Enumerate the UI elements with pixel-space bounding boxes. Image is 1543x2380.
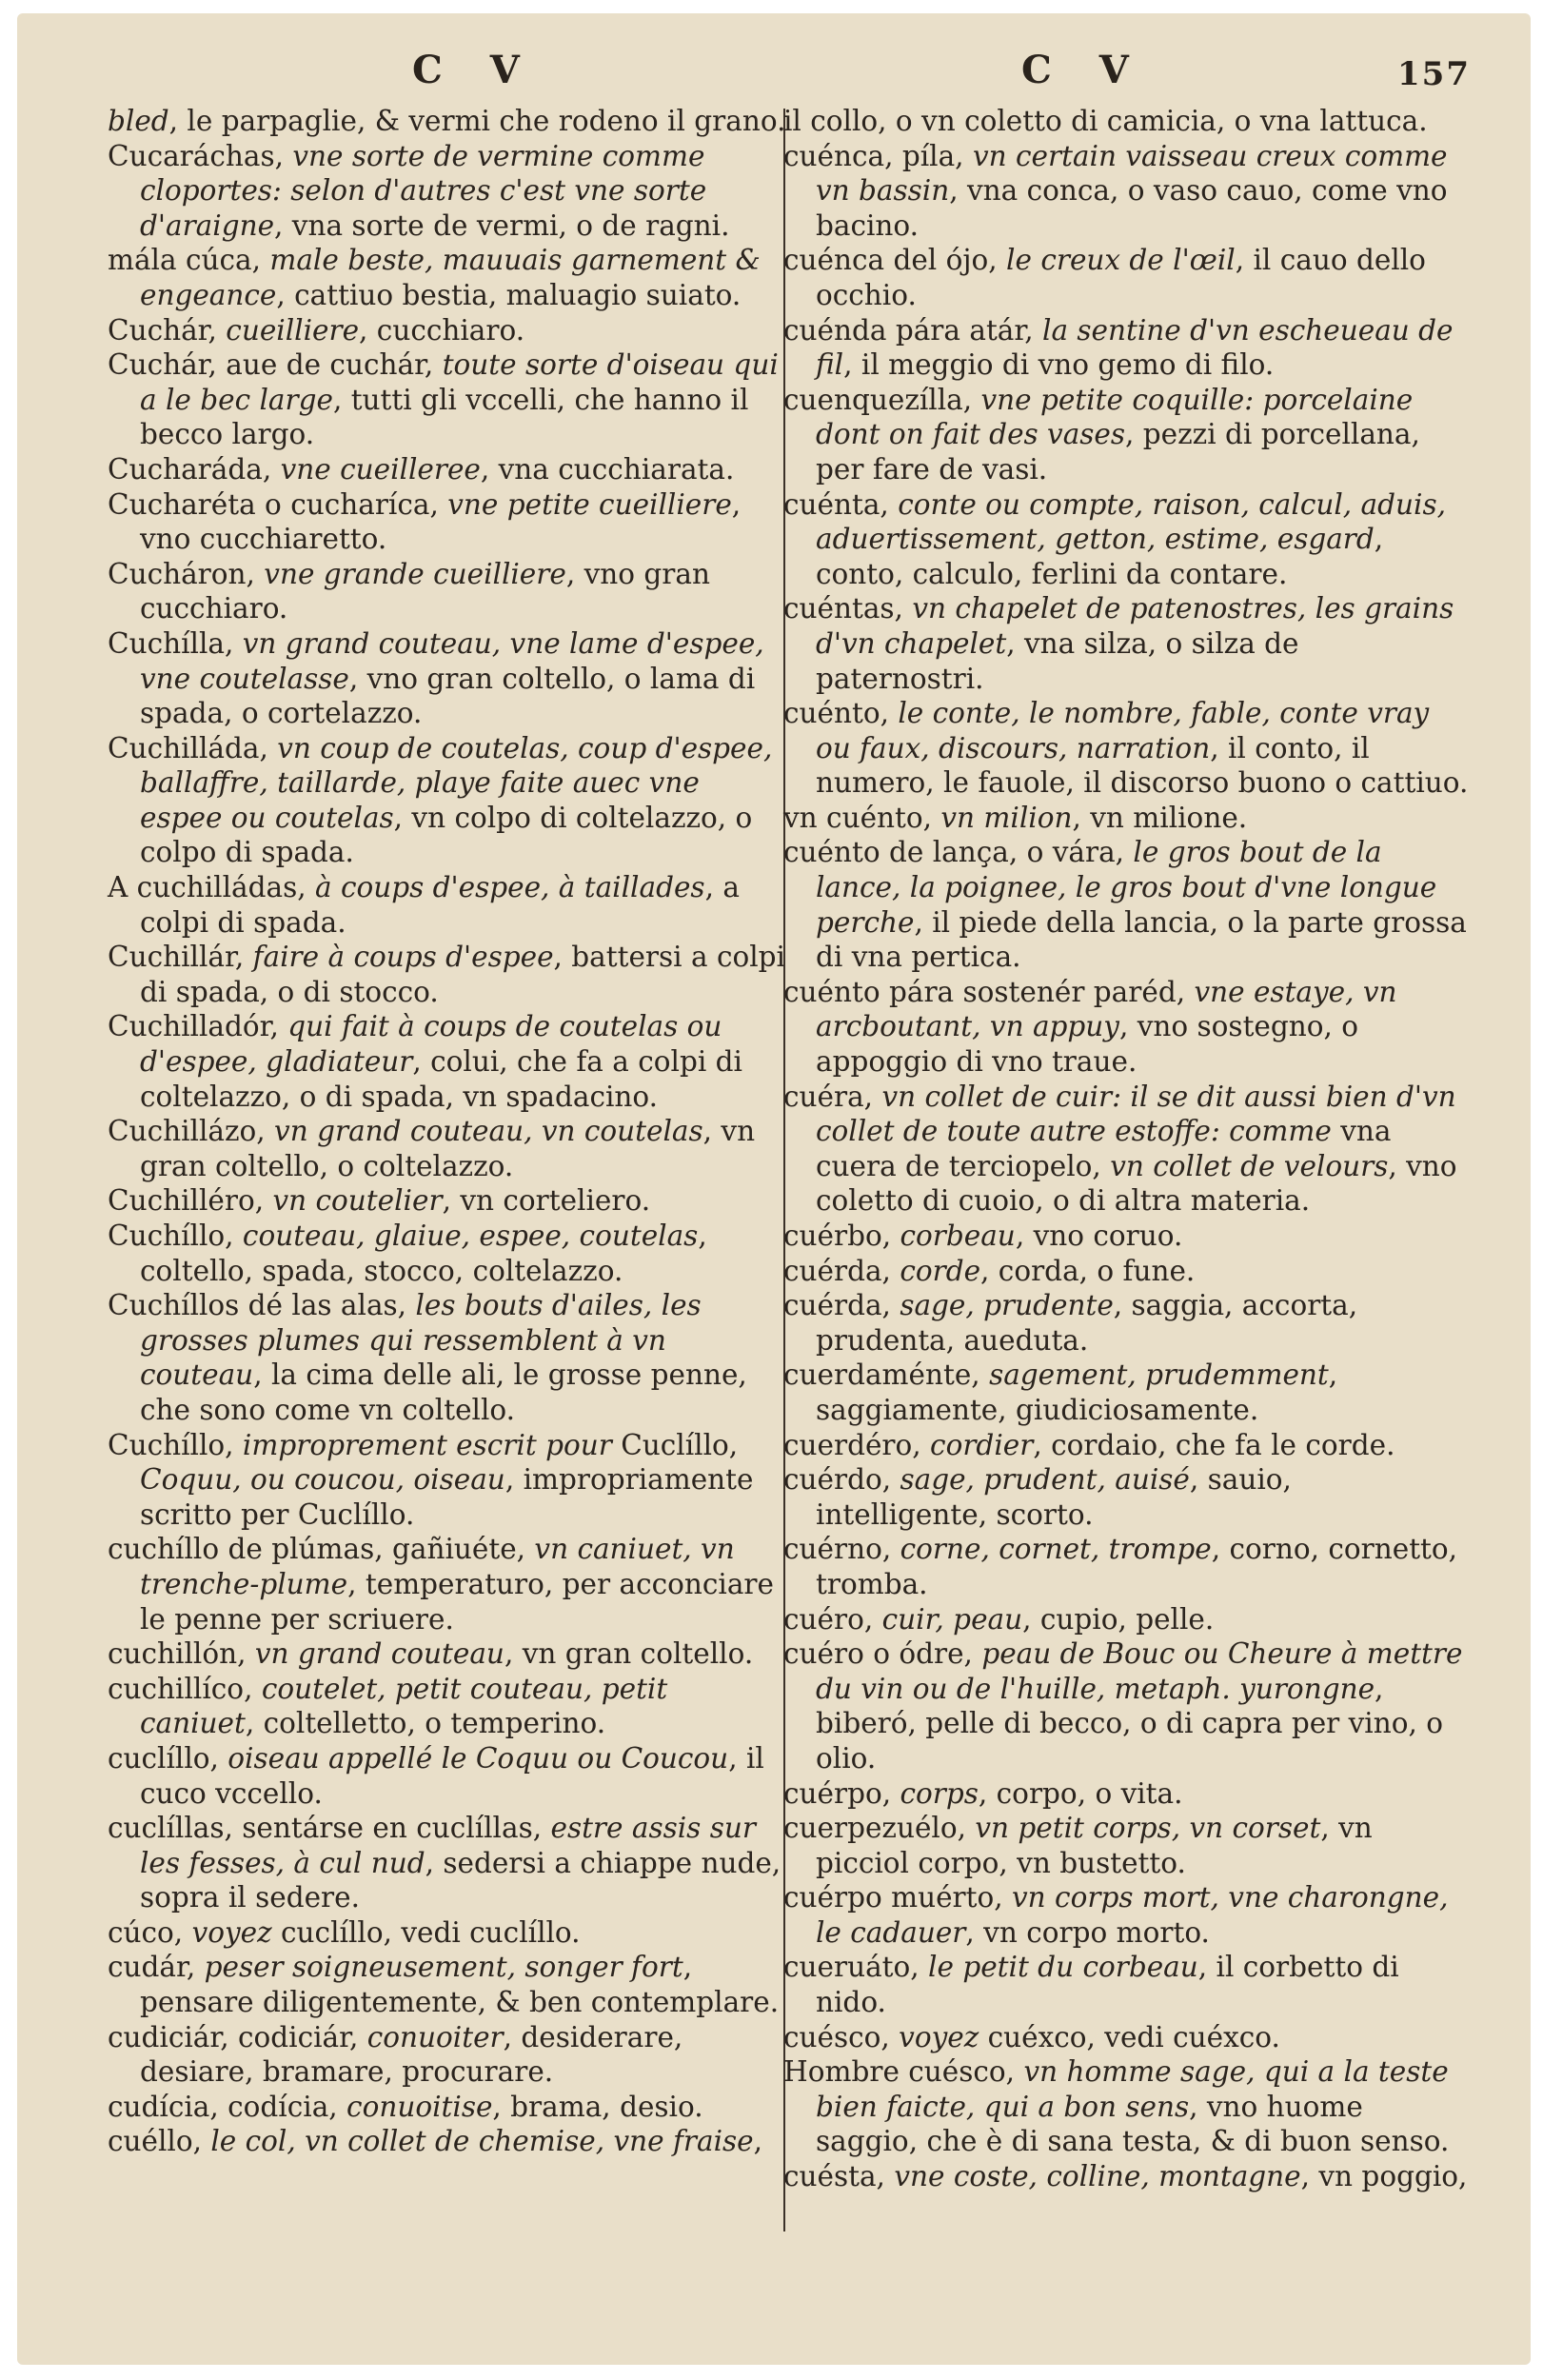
entry-gloss-italic: toute sorte d'oiseau qui a le bec large (140, 348, 779, 416)
entry-text: cuénta, (783, 487, 899, 521)
entry-text: , vno coletto di cuoio, o di altra materia. (816, 1149, 1457, 1218)
entry-text: , vno cucchiaretto. (140, 487, 742, 556)
entry-gloss-italic: conte ou compte, raison, calcul, aduis, aduertissement, getton, estime, esgard (816, 487, 1446, 556)
entry-gloss-italic: le conte, le nombre, fable, conte vray ou faux, discours, narration (816, 697, 1430, 764)
entry-text: Cuchár, (108, 313, 227, 347)
entry-text: Cuchillázo, (108, 1115, 275, 1148)
entry-text: Hombre cuésco, (783, 2055, 1024, 2089)
entry-gloss-italic: vn petit corps, vn corset (975, 1812, 1321, 1845)
dictionary-entry (783, 313, 1469, 383)
entry-text: , sedersi a chiappe nude, sopra il sedere. (140, 1846, 781, 1914)
entry-gloss-italic: vne petite cueilliere (447, 487, 732, 521)
entry-text: , le parpaglie, & vermi che rodeno il grano. (168, 105, 786, 137)
entry-text: cuérda, (783, 1289, 900, 1322)
entry-gloss-italic: vn collet de velours (1110, 1149, 1389, 1182)
entry-gloss-italic: peau de Bouc ou Cheure à mettre du vin ou de l'huille, metaph. yurongne (816, 1637, 1463, 1705)
entry-gloss-italic: corps (900, 1776, 979, 1810)
entry-text: , vn gran coltello. (504, 1637, 754, 1671)
entry-text: vna cuera de terciopelo, (816, 1115, 1392, 1182)
entry-text: mála cúca, (108, 244, 270, 277)
entry-text: cudícia, codícia, (108, 2090, 347, 2123)
dictionary-entry (108, 1009, 788, 1114)
dictionary-entry (783, 1462, 1469, 1532)
left-running-head: C V (412, 48, 537, 92)
entry-text: , (753, 2125, 762, 2158)
dictionary-entry (108, 452, 788, 487)
entry-gloss-italic: vn certain vaisseau creux comme vn bassin (816, 139, 1448, 208)
entry-text: cuclíllo, (108, 1741, 228, 1775)
left-column (108, 104, 788, 2159)
dictionary-entry (108, 347, 788, 452)
entry-gloss-italic: voyez (899, 2020, 979, 2053)
dictionary-entry (108, 1915, 788, 1951)
entry-text: Cuchíllos dé las alas, (108, 1289, 416, 1322)
dictionary-entry (108, 870, 788, 940)
entry-text: , cupio, pelle. (1022, 1602, 1215, 1636)
entry-text: cuérpo muérto, (783, 1881, 1013, 1914)
entry-gloss-italic: vne sorte de vermine comme cloportes: selon d'autres c'est vne sorte d'araigne (140, 139, 707, 242)
entry-gloss-italic: vne petite coquille: porcelaine dont on fait des vases (816, 383, 1414, 451)
entry-text: cuerdéro, (783, 1428, 931, 1461)
entry-text: , vna sorte de vermi, o de ragni. (274, 208, 730, 242)
right-column (783, 104, 1469, 2194)
dictionary-entry (783, 1950, 1469, 2019)
entry-text: , desiderare, desiare, bramare, procurare. (140, 2020, 683, 2089)
entry-text: , il cauo dello occhio. (816, 244, 1426, 311)
dictionary-entry (108, 1288, 788, 1427)
entry-text: cudiciár, codiciár, (108, 2020, 367, 2053)
entry-text: , impropriamente scritto per Cuclíllo. (140, 1463, 754, 1531)
entry-gloss-italic: corne, cornet, trompe (900, 1533, 1212, 1566)
entry-text: , tutti gli vccelli, che hanno il becco largo. (140, 383, 749, 451)
entry-text: cuéro o ódre, (783, 1637, 982, 1671)
entry-gloss-italic: corde (900, 1254, 981, 1287)
entry-text: cuénto pára sostenér paréd, (783, 975, 1195, 1008)
dictionary-entry (783, 1636, 1469, 1775)
entry-text: , vno coruo. (1015, 1220, 1183, 1252)
right-running-head: C V (1021, 48, 1146, 92)
dictionary-entry (783, 2159, 1469, 2194)
entry-text: , pensare diligentemente, & ben contemplare. (140, 1951, 780, 2019)
entry-text: , corpo, o vita. (978, 1776, 1183, 1810)
entry-text: , corda, o fune. (980, 1254, 1196, 1287)
entry-gloss-italic: estre assis sur les fesses, à cul nud (140, 1812, 756, 1879)
dictionary-entry (108, 557, 788, 626)
dictionary-entry (783, 2054, 1469, 2159)
entry-gloss-italic: sage, prudente (900, 1289, 1114, 1322)
entry-gloss-italic: vn grand couteau, vne lame d'espee, vne coutelasse (140, 626, 764, 695)
entry-gloss-italic: vn grand couteau (254, 1637, 504, 1671)
entry-text: cudár, (108, 1951, 205, 1984)
entry-text: Cucháron, (108, 557, 265, 590)
entry-text: , il corbetto di nido. (816, 1951, 1399, 2019)
entry-text: cuchíllo de plúmas, gañiuéte, (108, 1533, 535, 1566)
entry-text: cuésta, (783, 2160, 895, 2193)
dictionary-entry (783, 1219, 1469, 1254)
entry-text: Cuchílla, (108, 626, 243, 660)
entry-gloss-italic: vne cueilleree (280, 452, 481, 486)
entry-gloss-italic: sagement, prudemment (989, 1359, 1329, 1392)
entry-text: Cuchíllo, (108, 1428, 243, 1461)
dictionary-entry (783, 801, 1469, 836)
entry-gloss-italic: vne grande cueilliere (264, 557, 566, 590)
dictionary-entry (108, 1532, 788, 1636)
entry-gloss-italic: vn milion (940, 801, 1073, 834)
entry-gloss-italic: le creux de l'œil (1006, 244, 1236, 277)
dictionary-entry (108, 1636, 788, 1672)
dictionary-entry (783, 1880, 1469, 1950)
entry-gloss-italic: vn coutelier (272, 1184, 443, 1218)
dictionary-entry (783, 383, 1469, 487)
entry-text: , vno sostegno, o appoggio di vno traue. (816, 1010, 1359, 1079)
entry-text: cuerdaménte, (783, 1359, 990, 1392)
dictionary-entry (108, 1950, 788, 2019)
entry-text: , vno huome saggio, che è di sana testa, & di buon senso. (816, 2090, 1450, 2158)
entry-text: , vno gran cucchiaro. (140, 557, 710, 625)
dictionary-entry (783, 835, 1469, 974)
entry-text: , cordaio, che fa le corde. (1033, 1428, 1395, 1461)
dictionary-entry (108, 2124, 788, 2159)
dictionary-entry (783, 975, 1469, 1080)
entry-text: , il piede della lancia, o la parte grossa di vna pertica. (816, 905, 1467, 974)
entry-text: Cuclíllo, (611, 1428, 739, 1461)
dictionary-entry (108, 2090, 788, 2125)
entry-text: cuéra, (783, 1080, 882, 1113)
entry-text: , conto, calculo, ferlini da contare. (816, 523, 1384, 590)
entry-gloss-italic: qui fait à coups de coutelas ou d'espee, gladiateur (140, 1010, 722, 1079)
entry-text: cuéxco, vedi cuéxco. (979, 2020, 1280, 2053)
entry-text: , temperaturo, per acconciare le penne per scriuere. (140, 1567, 774, 1636)
entry-text: cuerpezuélo, (783, 1812, 976, 1845)
dictionary-entry (108, 1114, 788, 1183)
entry-gloss-italic: coutelet, petit couteau, petit caniuet (140, 1672, 668, 1740)
dictionary-entry (783, 104, 1469, 139)
entry-text: Cuchilladór, (108, 1010, 288, 1043)
entry-text: cuérpo, (783, 1776, 900, 1810)
dictionary-entry (783, 2020, 1469, 2055)
entry-text: , colui, che fa a colpi di coltelazzo, o di spada, vn spadacino. (140, 1045, 742, 1113)
entry-gloss-italic: vn homme sage, qui a la teste bien faicte, qui a bon sens (816, 2055, 1449, 2123)
entry-gloss-italic: voyez (191, 1915, 272, 1949)
entry-text: cuérno, (783, 1533, 900, 1566)
entry-text: cuenquezílla, (783, 383, 981, 416)
entry-text: , cucchiaro. (359, 313, 525, 347)
entry-gloss-italic: vne coste, colline, montagne (894, 2160, 1301, 2193)
entry-text: cuclíllas, sentárse en cuclíllas, (108, 1812, 551, 1845)
entry-gloss-italic: corbeau (900, 1220, 1016, 1252)
dictionary-entry (108, 1672, 788, 1741)
entry-text: , vn milione. (1072, 801, 1248, 834)
entry-text: cuénto de lança, o vára, (783, 836, 1134, 869)
entry-text: , battersi a colpi di spada, o di stocco. (140, 941, 785, 1008)
dictionary-entry (108, 1219, 788, 1288)
dictionary-entry (783, 1428, 1469, 1463)
dictionary-page (17, 13, 1531, 2365)
entry-text: Cuchár, aue de cuchár, (108, 348, 443, 382)
dictionary-entry (783, 1080, 1469, 1219)
dictionary-entry (783, 1602, 1469, 1637)
dictionary-entry (783, 696, 1469, 801)
entry-text: cuénca, píla, (783, 139, 973, 172)
entry-text: cuclíllo, vedi cuclíllo. (271, 1915, 581, 1949)
entry-text: , il conto, il numero, le fauole, il discorso buono o cattiuo. (816, 731, 1469, 800)
entry-text: , il cuco vccello. (140, 1741, 764, 1810)
entry-gloss-italic: cueilliere (226, 313, 360, 347)
dictionary-entry (783, 1532, 1469, 1601)
entry-text: Cuchíllo, (108, 1220, 243, 1252)
dictionary-entry (783, 591, 1469, 696)
entry-gloss-italic: conuoiter (366, 2020, 504, 2053)
entry-gloss-italic: vne estaye, vn arcboutant, vn appuy (816, 975, 1397, 1043)
entry-text: cuésco, (783, 2020, 900, 2053)
entry-text: , vn corteliero. (442, 1184, 651, 1218)
entry-gloss-italic: le petit du corbeau (928, 1951, 1198, 1984)
dictionary-entry (108, 1183, 788, 1219)
dictionary-entry (783, 1811, 1469, 1880)
dictionary-entry (108, 243, 788, 312)
entry-gloss-italic: vn chapelet de patenostres, les grains d'vn chapelet (816, 592, 1454, 660)
entry-text: cuérdo, (783, 1463, 900, 1497)
entry-text: , saggiamente, giudiciosamente. (816, 1359, 1338, 1426)
entry-text: cuérbo, (783, 1220, 900, 1252)
entry-text: , vna cucchiarata. (480, 452, 735, 486)
entry-text: , vn gran coltello, o coltelazzo. (140, 1115, 756, 1182)
dictionary-entry (108, 104, 788, 139)
dictionary-entry (108, 626, 788, 731)
entry-gloss-italic: les bouts d'ailes, les grosses plumes qui ressemblent à vn couteau (140, 1289, 702, 1392)
entry-text: , saggia, accorta, prudenta, aueduta. (816, 1289, 1358, 1357)
entry-text: , vn poggio, (1300, 2160, 1468, 2193)
dictionary-entry (108, 940, 788, 1009)
entry-gloss-italic: improprement escrit pour (242, 1428, 612, 1461)
entry-text: , biberó, pelle di becco, o di capra per vino, o olio. (816, 1672, 1444, 1775)
dictionary-entry (783, 1288, 1469, 1358)
entry-text: cueruáto, (783, 1951, 929, 1984)
dictionary-entry (108, 1741, 788, 1811)
dictionary-entry (783, 487, 1469, 592)
entry-text: cúco, (108, 1915, 192, 1949)
dictionary-entry (783, 1776, 1469, 1812)
entry-gloss-italic: cordier (930, 1428, 1034, 1461)
entry-text: , vn corpo morto. (965, 1915, 1210, 1949)
entry-text: Cucharáda, (108, 452, 281, 486)
dictionary-entry (783, 243, 1469, 312)
entry-gloss-italic: vn grand couteau, vn coutelas (274, 1115, 703, 1148)
entry-gloss-italic: faire à coups d'espee (252, 941, 554, 974)
dictionary-entry (108, 313, 788, 348)
entry-text: vn cuénto, (783, 801, 941, 834)
entry-gloss-italic: vn corps mort, vne charongne, le cadauer (816, 1881, 1449, 1949)
page-number: 157 (1397, 55, 1471, 93)
entry-text: , la cima delle ali, le grosse penne, che sono come vn coltello. (140, 1359, 747, 1426)
entry-text: , pezzi di porcellana, per fare de vasi. (816, 418, 1420, 486)
entry-gloss-italic: à coups d'espee, à taillades (314, 871, 705, 904)
entry-gloss-italic: peser soigneusement, songer fort (204, 1951, 683, 1984)
entry-text: cuéllo, (108, 2125, 211, 2158)
entry-gloss-italic: vn caniuet, vn trenche-plume (140, 1533, 735, 1600)
entry-text: Cuchilléro, (108, 1184, 273, 1218)
dictionary-entry (108, 487, 788, 557)
entry-text: il collo, o vn coletto di camicia, o vna lattuca. (783, 105, 1428, 137)
entry-text: , il meggio di vno gemo di filo. (843, 348, 1275, 382)
entry-text: cuérda, (783, 1254, 900, 1287)
entry-text: , a colpi di spada. (140, 871, 740, 939)
entry-text: cuchillíco, (108, 1672, 262, 1705)
entry-gloss-italic: vn coup de coutelas, coup d'espee, ballaffre, taillarde, playe faite auec vne espee ou coutelas (140, 731, 773, 834)
entry-text: Cucaráchas, (108, 139, 293, 172)
entry-text: Cuchillár, (108, 941, 253, 974)
entry-text: , coltello, spada, stocco, coltelazzo. (140, 1220, 707, 1287)
entry-text: , vna silza, o silza de paternostri. (816, 626, 1299, 695)
dictionary-entry (108, 2020, 788, 2090)
entry-gloss-italic: Coquu, ou coucou, oiseau (140, 1463, 505, 1497)
entry-text: cuénda pára atár, (783, 313, 1043, 347)
entry-text: , corno, cornetto, tromba. (816, 1533, 1458, 1600)
dictionary-entry (783, 1358, 1469, 1427)
entry-text: Cucharéta o cucharíca, (108, 487, 448, 521)
entry-text: A cuchilládas, (108, 871, 315, 904)
entry-text: , vn picciol corpo, vn bustetto. (816, 1812, 1373, 1879)
entry-gloss-italic: couteau, glaiue, espee, coutelas (242, 1220, 699, 1252)
entry-text: , brama, desio. (492, 2090, 703, 2123)
dictionary-entry (783, 1254, 1469, 1289)
entry-gloss-italic: le col, vn collet de chemise, vne fraise (210, 2125, 754, 2158)
entry-text: , cattiuo bestia, maluagio suiato. (276, 278, 742, 311)
entry-text: , vno gran coltello, o lama di spada, o cortelazzo. (140, 662, 756, 730)
entry-gloss-italic: bled (108, 105, 169, 137)
entry-text: cuéntas, (783, 592, 913, 625)
entry-text: cuénca del ójo, (783, 244, 1007, 277)
entry-text: , vna conca, o vaso cauo, come vno bacino. (816, 174, 1448, 242)
entry-text: , vn colpo di coltelazzo, o colpo di spada. (140, 801, 753, 869)
dictionary-entry (783, 139, 1469, 244)
dictionary-entry (108, 139, 788, 244)
entry-text: Cuchilláda, (108, 731, 278, 764)
entry-gloss-italic: sage, prudent, auisé (900, 1463, 1190, 1497)
entry-gloss-italic: le gros bout de la lance, la poignee, le gros bout d'vne longue perche (816, 836, 1437, 939)
entry-text: cuéro, (783, 1602, 882, 1636)
entry-gloss-italic: cuir, peau (881, 1602, 1023, 1636)
entry-text: cuénto, (783, 697, 899, 730)
entry-text: , sauio, intelligente, scorto. (816, 1463, 1292, 1531)
entry-gloss-italic: vn collet de cuir: il se dit aussi bien d'vn collet de toute autre estoffe: comme (816, 1080, 1456, 1148)
entry-text: , coltelletto, o temperino. (245, 1707, 606, 1740)
entry-text: cuchillón, (108, 1637, 255, 1671)
dictionary-entry (108, 731, 788, 870)
entry-gloss-italic: conuoitise (346, 2090, 493, 2123)
entry-gloss-italic: oiseau appellé le Coquu ou Coucou (227, 1741, 729, 1775)
dictionary-entry (108, 1428, 788, 1533)
entry-gloss-italic: la sentine d'vn escheueau de fil (816, 313, 1454, 382)
entry-gloss-italic: male beste, mauuais garnement & engeance (140, 244, 761, 311)
dictionary-entry (108, 1811, 788, 1915)
